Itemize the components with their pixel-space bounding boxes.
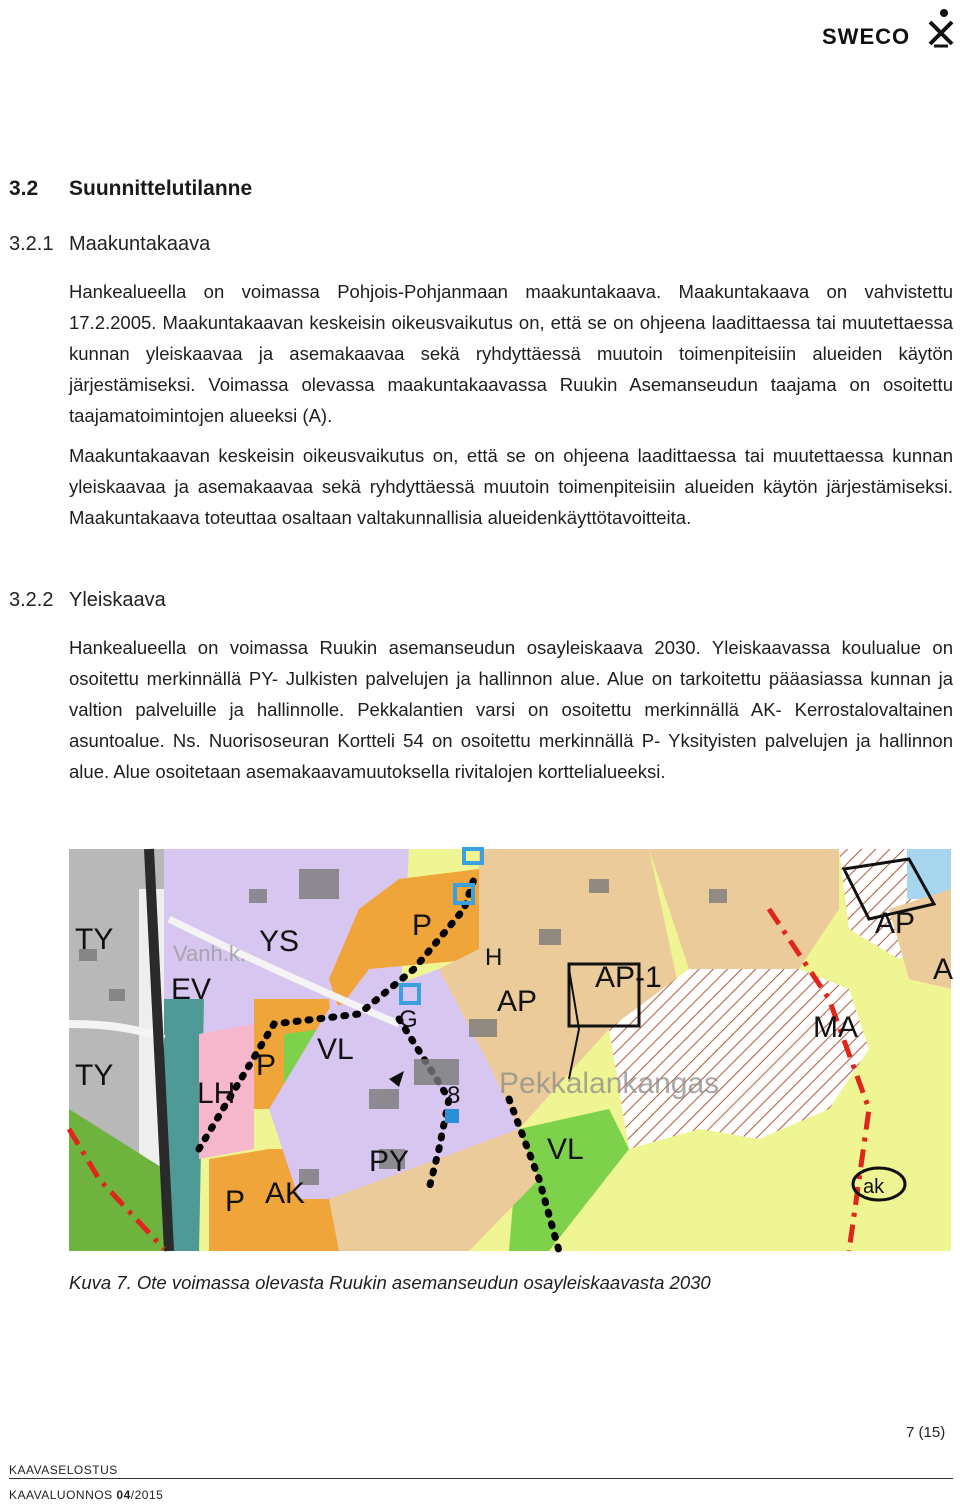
map-label-ev: EV — [171, 973, 212, 1006]
page-number: 7 (15) — [906, 1424, 946, 1441]
footer-status — [9, 1488, 163, 1502]
paragraph-maakuntakaava-1: Hankealueella on voimassa Pohjois-Pohjanmaan maakuntakaava. Maakuntakaava on vahvistettu 17.2.2005. Maakuntakaavan keskeisin oikeusvaikutus on, että se on ohjeena laadittaessa tai muutettaessa kunnan yleiskaavaa ja asemakaavaa sekä ryhdyttäessä muutoin toimenpiteisiin alueiden käytön järjestämiseksi. Voimassa olevassa maakuntakaavassa Ruukin Asemanseudun taajama on osoitettu taajamatoimintojen alueeksi (A). — [69, 281, 953, 426]
map-label-p3: P — [412, 909, 433, 942]
paragraph-maakuntakaava-2: Maakuntakaavan keskeisin oikeusvaikutus on, että se on ohjeena laadittaessa tai muutettaessa kunnan yleiskaavaa ja asemakaavaa sekä ryhdyttäessä muutoin toimenpiteisiin alueiden käytön järjestämiseksi. Maakuntakaava toteuttaa osaltaan valtakunnallisia alueidenkäyttötavoitteita. — [69, 445, 953, 528]
subsection-heading-yleiskaava — [9, 589, 166, 612]
map-label-p2: P — [225, 1185, 246, 1218]
sweco-mark-icon — [926, 8, 956, 48]
map-label-py: PY — [369, 1145, 410, 1178]
map-label-ma: MA — [813, 1011, 858, 1044]
map-label-ak-small: ak — [863, 1176, 885, 1198]
subsection-heading-maakuntakaava — [9, 233, 210, 256]
figure-caption: Kuva 7. Ote voimassa olevasta Ruukin asemanseudun osayleiskaavasta 2030 — [69, 1272, 711, 1293]
footer-status-prefix: KAAVALUONNOS — [9, 1488, 117, 1502]
map-label-ys: YS — [259, 925, 300, 958]
map-label-vl2: VL — [547, 1133, 584, 1166]
section-title: Suunnittelutilanne — [69, 177, 253, 200]
map-label-a: A — [933, 953, 954, 986]
footer-status-year: /2015 — [130, 1488, 164, 1502]
footer-divider — [9, 1478, 953, 1479]
subsection-number: 3.2.2 — [9, 589, 54, 611]
section-number: 3.2 — [9, 177, 39, 200]
school-symbol-icon — [445, 1109, 459, 1123]
map-label-h: H — [485, 944, 503, 971]
map-label-pekkalankangas: Pekkalankangas — [499, 1067, 720, 1100]
map-label-vanhk: Vanh.k. — [173, 941, 246, 966]
map-label-vl1: VL — [317, 1033, 354, 1066]
subsection-number: 3.2.1 — [9, 233, 54, 255]
zoning-map-svg — [69, 849, 954, 1251]
map-label-8: 8 — [447, 1082, 461, 1109]
zoning-map — [69, 849, 954, 1251]
section-heading — [9, 177, 252, 201]
logo-text: SWECO — [822, 24, 911, 49]
map-label-ty2: TY — [75, 1059, 114, 1092]
footer-doc-type: KAAVASELOSTUS — [9, 1463, 118, 1477]
map-label-lh: LH — [197, 1077, 236, 1110]
paragraph-yleiskaava: Hankealueella on voimassa Ruukin asemanseudun osayleiskaava 2030. Yleiskaavassa koulualue on osoitettu merkinnällä PY- Julkisten palvelujen ja hallinnon alue. Alue on tarkoitettu pääasiassa kunnan ja valtion palveluille ja hallinnolle. Pekkalantien varsi on osoitettu merkinnällä AK- Kerrostalovaltainen asuntoalue. Ns. Nuorisoseuran Kortteli 54 on osoitettu merkinnällä P- Yksityisten palvelujen ja hallinnon alue. Alue osoitetaan asemakaavamuutoksella rivitalojen korttelialueeksi. — [69, 637, 953, 782]
subsection-title: Maakuntakaava — [69, 233, 211, 255]
footer-status-number: 04 — [116, 1488, 131, 1502]
map-label-ap: AP — [497, 985, 538, 1018]
subsection-title: Yleiskaava — [69, 589, 166, 611]
map-label-p1: P — [256, 1049, 277, 1082]
sweco-logo — [822, 8, 954, 52]
map-label-ap1: AP-1 — [595, 961, 662, 994]
map-label-ap2: AP — [875, 907, 916, 940]
map-label-ak: AK — [265, 1177, 306, 1210]
map-label-g: G — [399, 1006, 418, 1033]
map-label-ty1: TY — [75, 923, 114, 956]
